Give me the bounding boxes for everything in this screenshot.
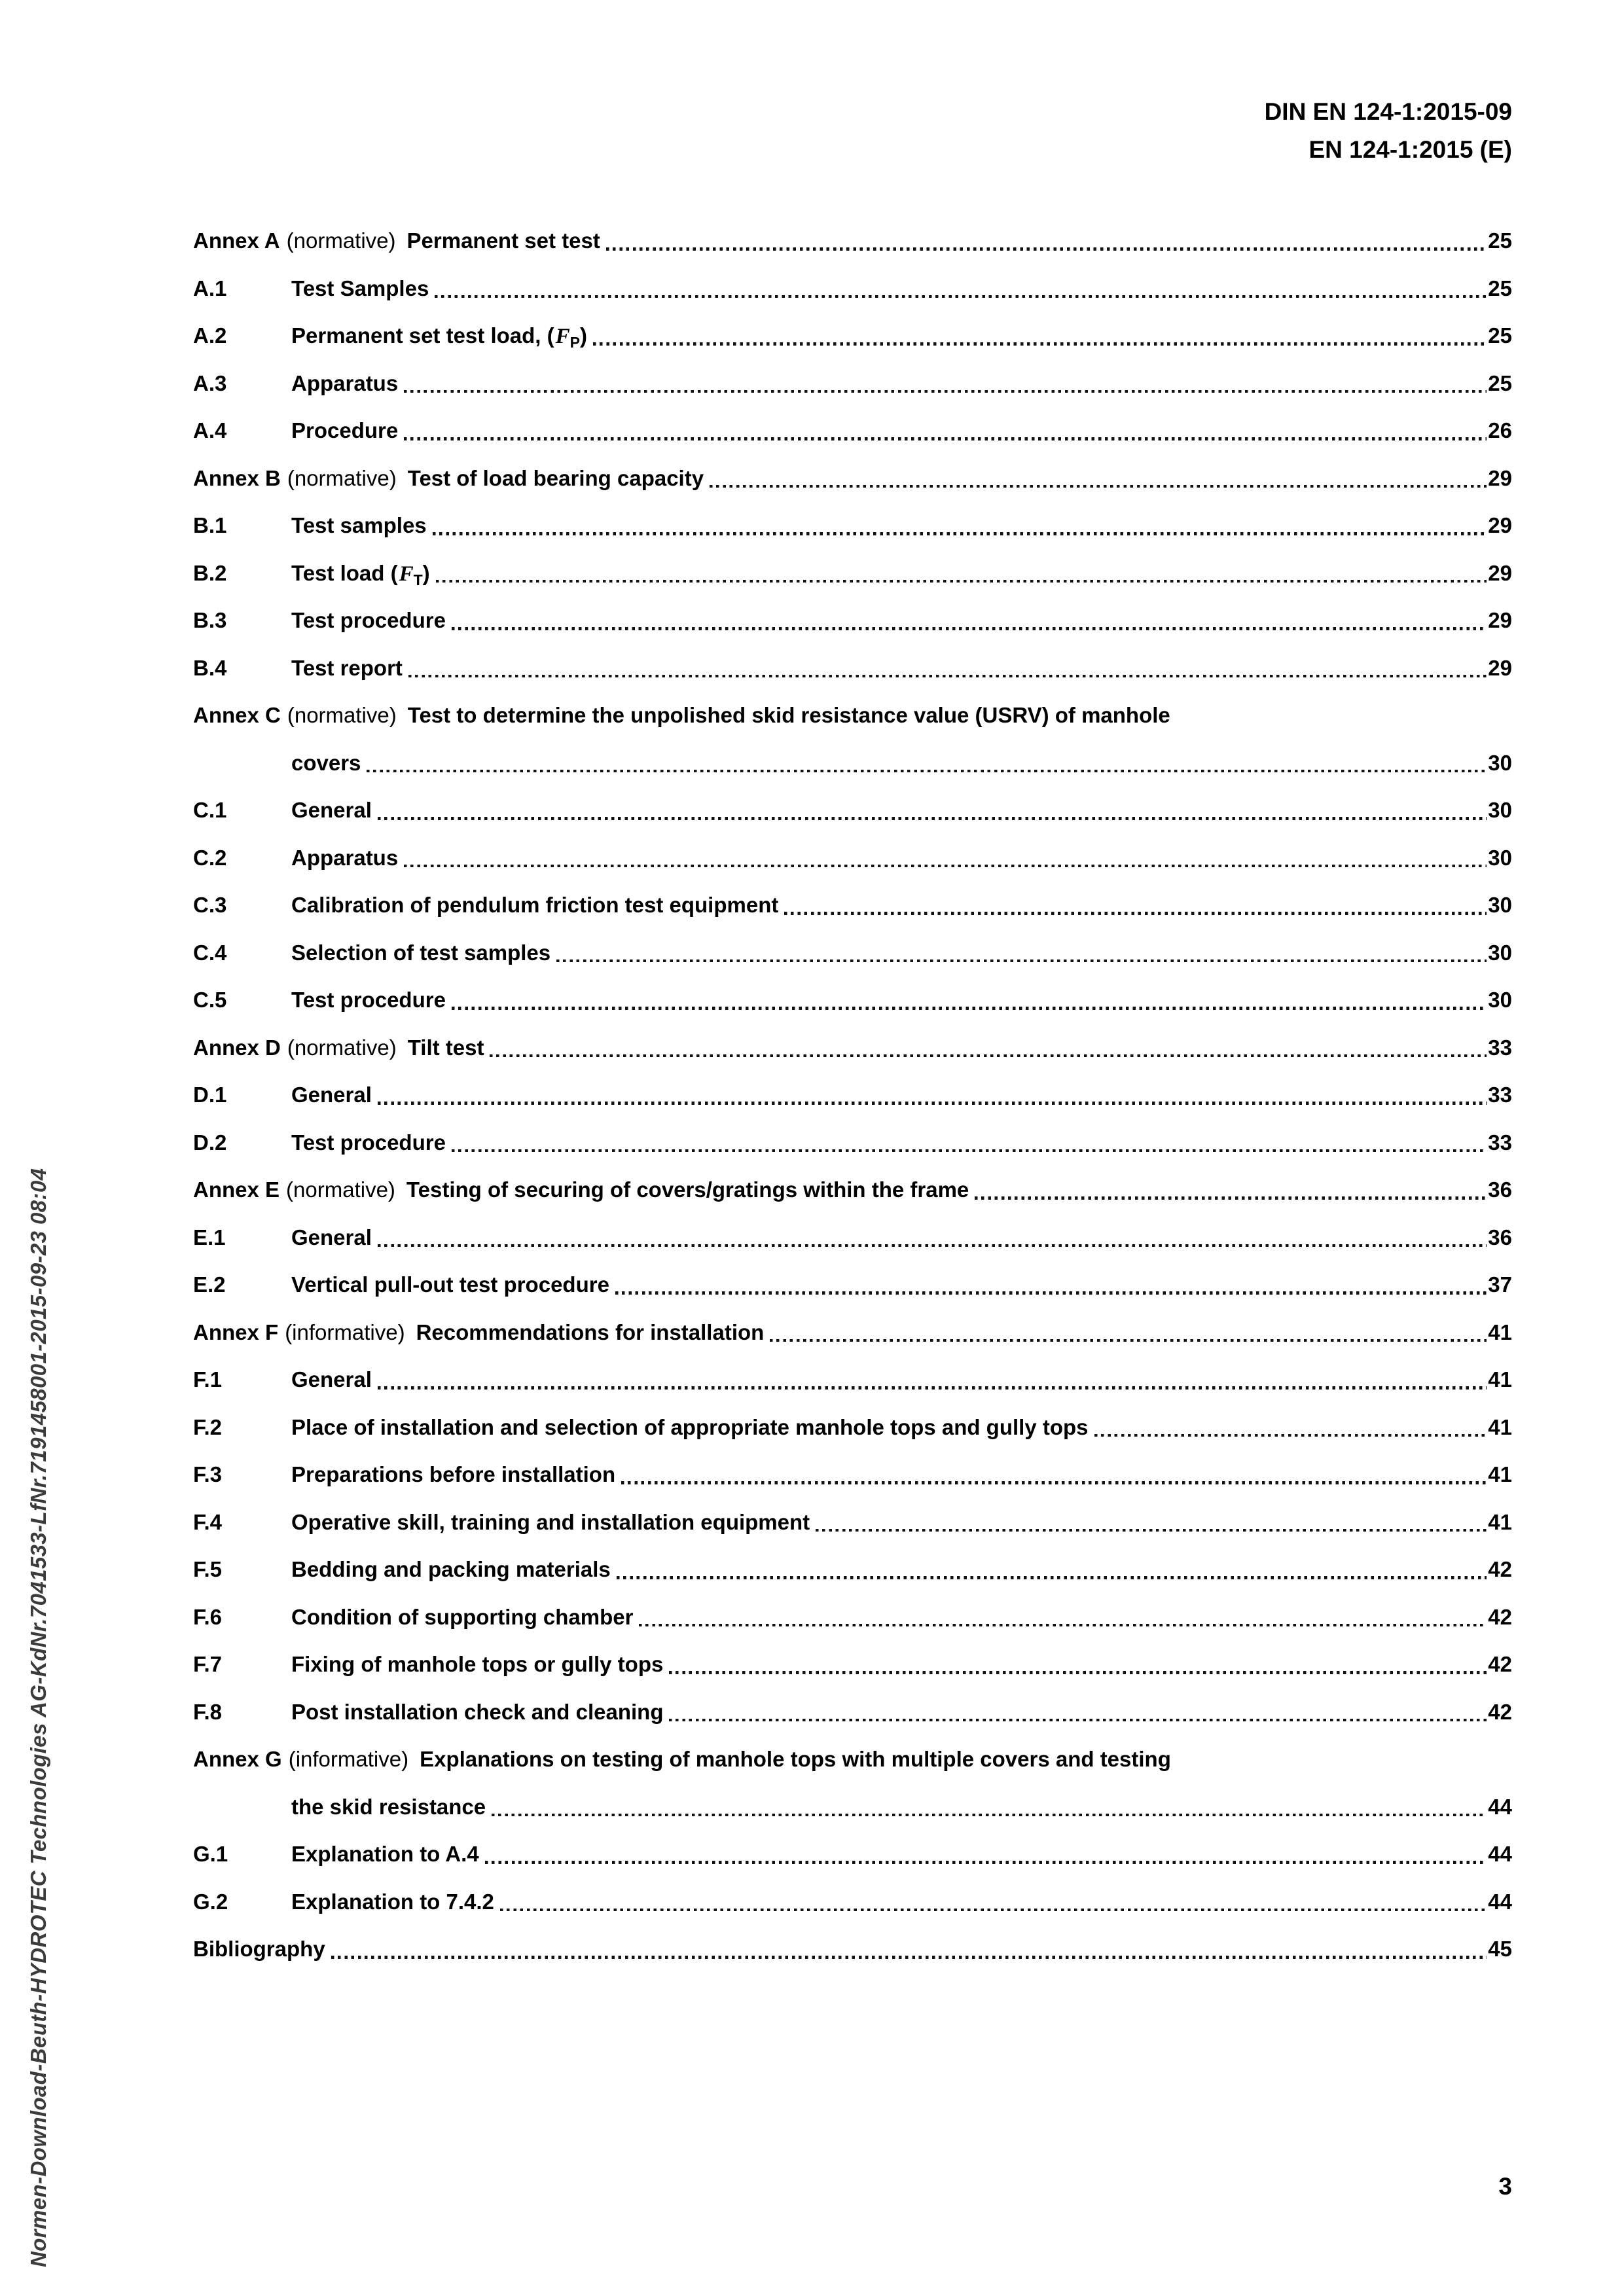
toc-entry-title: Fixing of manhole tops or gully tops — [291, 1652, 664, 1676]
toc-entry-qualifier: (normative) — [286, 228, 396, 253]
toc-entry-label: F.2 — [193, 1414, 223, 1439]
toc-entry-label: B.1 — [193, 513, 227, 537]
dot-leader — [378, 1244, 1487, 1247]
toc-entry-label: A.4 — [193, 418, 227, 442]
toc-entry-label: D.1 — [193, 1083, 227, 1107]
force-symbol: F — [399, 562, 414, 586]
dot-leader — [452, 1007, 1487, 1010]
dot-leader — [378, 1102, 1487, 1105]
dot-leader — [1094, 1434, 1487, 1437]
toc-entry-label: B.2 — [193, 560, 227, 585]
toc-entry-page: 45 — [1488, 1937, 1512, 1961]
header-line-2: EN 124-1:2015 (E) — [1308, 136, 1512, 163]
toc-entry — [193, 1736, 1512, 1784]
toc-entry-label: C.4 — [193, 940, 227, 965]
toc-entry-label: A.1 — [193, 276, 227, 300]
toc-entry-title: Test of load bearing capacity — [407, 465, 704, 490]
dot-leader — [404, 865, 1487, 868]
toc-entry-page: 25 — [1488, 323, 1512, 348]
toc-entry-title: General — [291, 1225, 372, 1249]
toc-entry-title: Place of installation and selection of appropriate manhole tops and gully tops — [291, 1414, 1089, 1439]
toc-entry-page: 42 — [1488, 1557, 1512, 1581]
toc-entry-page: 30 — [1488, 940, 1512, 965]
toc-entry-label: F.8 — [193, 1699, 223, 1724]
toc-entry-qualifier: (normative) — [287, 465, 397, 490]
toc-entry-title: Test to determine the unpolished skid resistance value (USRV) of manhole — [407, 703, 1170, 727]
toc-entry-page: 44 — [1488, 1842, 1512, 1866]
toc-entry-label: A.2 — [193, 323, 227, 348]
header-line-1: DIN EN 124-1:2015-09 — [1264, 98, 1512, 125]
toc-entry-page: 44 — [1488, 1794, 1512, 1819]
toc-entry-title: General — [291, 1367, 372, 1391]
toc-entry-title: Permanent set test load, $(F_P)$ — [291, 323, 587, 351]
toc-entry — [193, 1499, 1512, 1547]
toc-entry-title: Procedure — [291, 418, 399, 442]
toc-entry-page: 33 — [1488, 1035, 1512, 1060]
toc-entry-label: A.3 — [193, 370, 227, 395]
dot-leader — [378, 817, 1487, 820]
toc-entry-qualifier: (normative) — [287, 1035, 397, 1060]
toc-entry-label: F.6 — [193, 1604, 223, 1629]
toc-entry — [193, 550, 1512, 598]
toc-entry-page: 29 — [1488, 465, 1512, 490]
dot-leader — [408, 675, 1487, 678]
toc-entry-label: B.4 — [193, 655, 227, 680]
toc-entry-page: 33 — [1488, 1083, 1512, 1107]
toc-entry — [193, 312, 1512, 360]
toc-entry-continuation — [193, 1784, 1512, 1831]
toc-entry — [193, 1404, 1512, 1452]
toc-entry-label: F.5 — [193, 1557, 223, 1581]
toc-entry — [193, 977, 1512, 1024]
toc-entry-qualifier: (normative) — [286, 1177, 395, 1202]
toc-entry — [193, 1024, 1512, 1072]
toc-entry-title: Tilt test — [407, 1035, 484, 1060]
dot-leader — [710, 485, 1487, 488]
toc-entry — [193, 265, 1512, 313]
toc-entry — [193, 1546, 1512, 1594]
toc-entry-qualifier: (informative) — [285, 1319, 405, 1344]
toc-entry — [193, 1451, 1512, 1499]
toc-entry-label: Annex F — [193, 1319, 279, 1344]
toc-entry-page: 41 — [1488, 1414, 1512, 1439]
toc-entry-label: G.1 — [193, 1842, 228, 1866]
toc-entry-label: C.3 — [193, 893, 227, 917]
dot-leader — [452, 627, 1487, 630]
dot-leader — [556, 960, 1487, 963]
toc-entry — [193, 1689, 1512, 1736]
table-of-contents — [193, 217, 1512, 1973]
toc-entry-qualifier: (normative) — [287, 703, 397, 727]
toc-entry-page: 29 — [1488, 608, 1512, 632]
toc-entry-title: Test load $(F_T)$ — [291, 560, 430, 588]
toc-entry-title: Bedding and packing materials — [291, 1557, 611, 1581]
dot-leader — [770, 1339, 1487, 1342]
toc-entry — [193, 1878, 1512, 1926]
toc-entry-page: 42 — [1488, 1604, 1512, 1629]
page-number: 3 — [1498, 2173, 1512, 2200]
force-symbol-subscript: T — [413, 571, 423, 588]
dot-leader — [367, 770, 1487, 773]
toc-entry — [193, 1119, 1512, 1167]
toc-entry-label: F.4 — [193, 1509, 223, 1534]
toc-entry-title: Vertical pull-out test procedure — [291, 1272, 609, 1297]
toc-entry-label: Annex D — [193, 1035, 281, 1060]
dot-leader — [617, 1576, 1487, 1579]
toc-entry-label: Annex E — [193, 1177, 280, 1202]
force-symbol: F — [555, 325, 570, 348]
toc-entry-page: 30 — [1488, 750, 1512, 775]
toc-entry-label: Annex C — [193, 703, 281, 727]
dot-leader — [816, 1529, 1487, 1532]
dot-leader — [593, 342, 1487, 346]
toc-entry — [193, 834, 1512, 882]
toc-entry — [193, 455, 1512, 503]
toc-entry-label: C.5 — [193, 988, 227, 1012]
toc-entry-page: 29 — [1488, 655, 1512, 680]
toc-entry-page: 25 — [1488, 228, 1512, 253]
dot-leader — [436, 580, 1487, 583]
toc-entry — [193, 407, 1512, 455]
toc-entry-title: Testing of securing of covers/gratings within the frame — [406, 1177, 969, 1202]
toc-entry — [193, 360, 1512, 408]
toc-entry-title: Calibration of pendulum friction test equipment — [291, 893, 779, 917]
document-header — [1265, 93, 1512, 169]
toc-entry-title: General — [291, 1083, 372, 1107]
toc-entry-continuation — [193, 740, 1512, 787]
toc-entry — [193, 692, 1512, 740]
toc-entry-title: the skid resistance — [291, 1794, 486, 1819]
toc-entry-title: Recommendations for installation — [416, 1319, 765, 1344]
toc-entry — [193, 1356, 1512, 1404]
toc-entry-page: 29 — [1488, 513, 1512, 537]
toc-entry-title: Explanation to 7.4.2 — [291, 1889, 494, 1914]
toc-entry-title: Explanation to A.4 — [291, 1842, 479, 1866]
toc-entry — [193, 1926, 1512, 1973]
dot-leader — [606, 247, 1487, 251]
dot-leader — [621, 1481, 1487, 1484]
toc-entry — [193, 1831, 1512, 1878]
toc-entry-title: Test report — [291, 655, 403, 680]
toc-entry-title: Post installation check and cleaning — [291, 1699, 664, 1724]
toc-entry-page: 26 — [1488, 418, 1512, 442]
toc-entry-page: 41 — [1488, 1367, 1512, 1391]
force-symbol-subscript: P — [569, 334, 580, 351]
toc-entry-label: C.2 — [193, 845, 227, 870]
toc-entry-title: Condition of supporting chamber — [291, 1604, 634, 1629]
toc-entry-label: E.1 — [193, 1225, 226, 1249]
toc-entry-label: E.2 — [193, 1272, 226, 1297]
toc-entry-title: Test Samples — [291, 276, 429, 300]
dot-leader — [433, 532, 1487, 535]
dot-leader — [404, 390, 1487, 393]
toc-entry — [193, 882, 1512, 929]
toc-entry-label: F.1 — [193, 1367, 223, 1391]
toc-entry — [193, 645, 1512, 692]
toc-entry — [193, 1214, 1512, 1262]
toc-entry-label: Annex G — [193, 1747, 282, 1771]
toc-entry-page: 30 — [1488, 988, 1512, 1012]
toc-entry-page: 36 — [1488, 1225, 1512, 1249]
toc-entry — [193, 1071, 1512, 1119]
toc-entry — [193, 787, 1512, 834]
dot-leader — [615, 1291, 1487, 1295]
dot-leader — [500, 1909, 1487, 1912]
dot-leader — [378, 1386, 1487, 1390]
toc-entry-title: Preparations before installation — [291, 1462, 616, 1486]
toc-entry — [193, 1166, 1512, 1214]
dot-leader — [452, 1149, 1487, 1153]
toc-entry-label: C.1 — [193, 798, 227, 822]
toc-entry-title: covers — [291, 750, 361, 775]
toc-entry-label: F.7 — [193, 1652, 223, 1676]
toc-entry-title: Test samples — [291, 513, 427, 537]
dot-leader — [404, 437, 1487, 440]
toc-entry-title: General — [291, 798, 372, 822]
toc-entry-label: Annex B — [193, 465, 281, 490]
toc-entry-title: Operative skill, training and installation equipment — [291, 1509, 810, 1534]
toc-entry — [193, 1261, 1512, 1309]
toc-entry-page: 41 — [1488, 1509, 1512, 1534]
toc-entry-page: 44 — [1488, 1889, 1512, 1914]
toc-entry-page: 30 — [1488, 798, 1512, 822]
toc-entry-label: G.2 — [193, 1889, 228, 1914]
toc-entry-qualifier: (informative) — [288, 1747, 409, 1771]
toc-entry-title: Apparatus — [291, 370, 399, 395]
dot-leader — [669, 1671, 1487, 1674]
toc-entry — [193, 502, 1512, 550]
toc-entry-page: 25 — [1488, 370, 1512, 395]
dot-leader — [331, 1956, 1487, 1959]
toc-entry-title: Selection of test samples — [291, 940, 551, 965]
toc-entry — [193, 929, 1512, 977]
toc-entry-page: 41 — [1488, 1319, 1512, 1344]
toc-entry-page: 42 — [1488, 1652, 1512, 1676]
toc-entry-page: 41 — [1488, 1462, 1512, 1486]
dot-leader — [784, 912, 1487, 915]
toc-entry-label: B.3 — [193, 608, 227, 632]
dot-leader — [490, 1054, 1487, 1058]
toc-entry-label: D.2 — [193, 1130, 227, 1155]
dot-leader — [435, 295, 1487, 298]
toc-entry-label: Annex A — [193, 228, 280, 253]
toc-entry-page: 30 — [1488, 845, 1512, 870]
toc-entry — [193, 597, 1512, 645]
toc-entry-title: Explanations on testing of manhole tops with multiple covers and testing — [420, 1747, 1171, 1771]
toc-entry-title: Apparatus — [291, 845, 399, 870]
watermark-sidebar-text: Normen-Download-Beuth-HYDROTEC Technologies AG-KdNr.7041533-LfNr.7191458001-2015-09-23 08:04 — [26, 1168, 50, 2267]
toc-entry — [193, 1641, 1512, 1689]
toc-entry-label: F.3 — [193, 1462, 223, 1486]
toc-entry-title: Test procedure — [291, 1130, 446, 1155]
toc-entry-title: Test procedure — [291, 988, 446, 1012]
toc-entry-title: Test procedure — [291, 608, 446, 632]
toc-entry — [193, 1594, 1512, 1641]
toc-entry-page: 33 — [1488, 1130, 1512, 1155]
toc-entry-page: 29 — [1488, 560, 1512, 585]
toc-entry — [193, 1309, 1512, 1357]
dot-leader — [492, 1814, 1487, 1817]
toc-entry-page: 25 — [1488, 276, 1512, 300]
dot-leader — [485, 1861, 1487, 1864]
dot-leader — [639, 1624, 1487, 1627]
dot-leader — [669, 1719, 1487, 1722]
toc-entry-page: 30 — [1488, 893, 1512, 917]
toc-entry-page: 37 — [1488, 1272, 1512, 1297]
toc-entry — [193, 217, 1512, 265]
dot-leader — [975, 1196, 1487, 1200]
toc-entry-page: 42 — [1488, 1699, 1512, 1724]
toc-entry-title: Bibliography — [193, 1937, 325, 1961]
toc-entry-page: 36 — [1488, 1177, 1512, 1202]
toc-entry-title: Permanent set test — [406, 228, 600, 253]
